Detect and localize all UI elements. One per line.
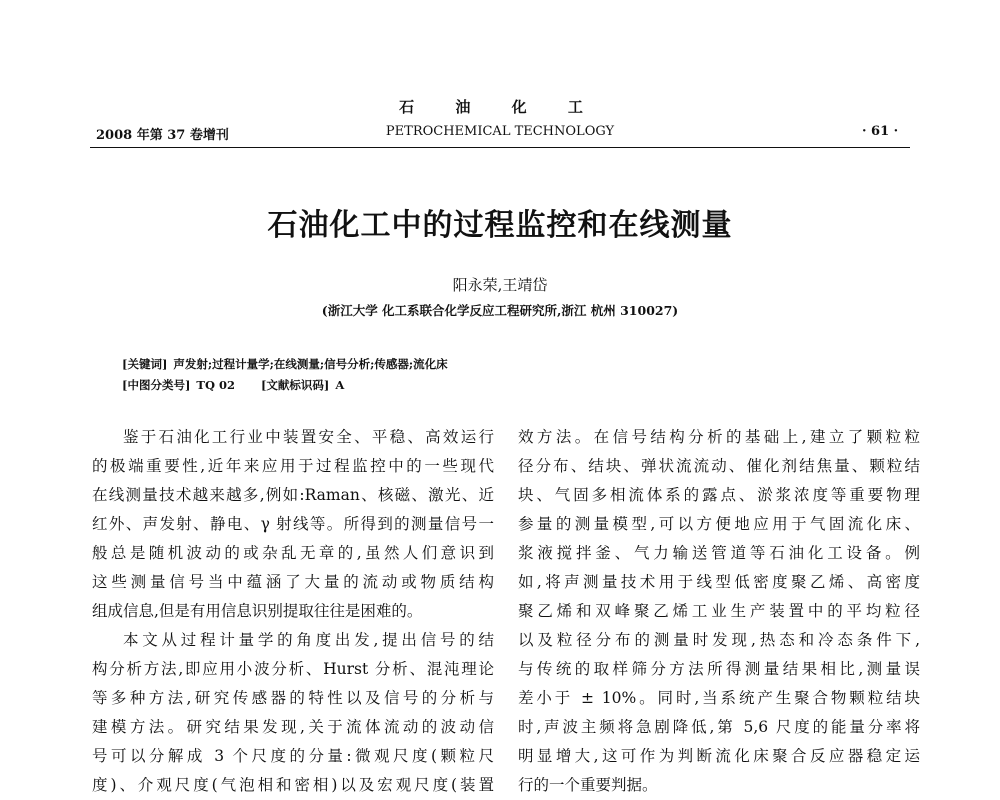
body-line: 浆液搅拌釜、气力输送管道等石油化工设备。例 xyxy=(518,544,920,562)
body-line: 度)、介观尺度(气泡相和密相)以及宏观尺度(装置 xyxy=(92,776,494,794)
body-line: 明显增大,这可作为判断流化床聚合反应器稳定运 xyxy=(518,747,920,765)
page-number: · 61 · xyxy=(862,124,899,139)
header-rule xyxy=(90,147,910,148)
body-line: 这些测量信号当中蕴涵了大量的流动或物质结构 xyxy=(92,573,494,591)
issue-info: 2008 年第 37 卷增刊 xyxy=(96,128,229,143)
keywords-line xyxy=(122,356,448,372)
journal-name-en: PETROCHEMICAL TECHNOLOGY xyxy=(385,124,615,139)
body-line: 红外、声发射、静电、γ 射线等。所得到的测量信号一 xyxy=(92,515,494,533)
article-title: 石油化工中的过程监控和在线测量 xyxy=(267,208,733,243)
body-line: 聚乙烯和双峰聚乙烯工业生产装置中的平均粒径 xyxy=(518,602,920,620)
body-line: 鉴于石油化工行业中装置安全、平稳、高效运行 xyxy=(123,428,494,446)
body-line: 径分布、结块、弹状流流动、催化剂结焦量、颗粒结 xyxy=(518,457,920,475)
doc-code-value: A xyxy=(335,378,345,392)
body-column-right xyxy=(518,423,920,800)
body-line: 构分析方法,即应用小波分析、Hurst 分析、混沌理论 xyxy=(92,660,494,678)
body-line: 组成信息,但是有用信息识别提取往往是困难的。 xyxy=(92,602,423,620)
body-line: 块、气固多相流体系的露点、淤浆浓度等重要物理 xyxy=(518,486,920,504)
classification-line xyxy=(122,377,344,393)
body-line: 与传统的取样筛分方法所得测量结果相比,测量误 xyxy=(518,660,920,678)
body-line: 号可以分解成 3 个尺度的分量:微观尺度(颗粒尺 xyxy=(92,747,494,765)
journal-name-cn: 石 油 化 工 xyxy=(399,98,601,116)
body-column-left xyxy=(92,423,494,800)
body-line: 效方法。在信号结构分析的基础上,建立了颗粒粒 xyxy=(518,428,920,446)
author-affiliation: (浙江大学 化工系联合化学反应工程研究所,浙江 杭州 310027) xyxy=(321,303,679,318)
body-line: 以及粒径分布的测量时发现,热态和冷态条件下, xyxy=(518,631,920,649)
body-line: 般总是随机波动的或杂乱无章的,虽然人们意识到 xyxy=(92,544,494,562)
body-line: 参量的测量模型,可以方便地应用于气固流化床、 xyxy=(518,515,920,533)
body-line: 在线测量技术越来越多,例如:Raman、核磁、激光、近 xyxy=(92,486,494,504)
body-line: 差小于 ± 10%。同时,当系统产生聚合物颗粒结块 xyxy=(518,689,920,707)
body-line: 时,声波主频将急剧降低,第 5,6 尺度的能量分率将 xyxy=(518,718,920,736)
body-line: 等多种方法,研究传感器的特性以及信号的分析与 xyxy=(92,689,494,707)
body-line: 本文从过程计量学的角度出发,提出信号的结 xyxy=(123,631,494,649)
body-line: 的极端重要性,近年来应用于过程监控中的一些现代 xyxy=(92,457,494,475)
keywords-value: 声发射;过程计量学;在线测量;信号分析;传感器;流化床 xyxy=(173,357,448,371)
class-value: TQ 02 xyxy=(196,378,235,392)
body-line: 如,将声测量技术用于线型低密度聚乙烯、高密度 xyxy=(518,573,920,591)
article-authors: 阳永荣,王靖岱 xyxy=(452,276,548,294)
doc-code-label: [文献标识码] xyxy=(260,378,330,392)
keywords-label: [关键词] xyxy=(122,357,168,371)
class-label: [中图分类号] xyxy=(122,378,191,392)
body-line: 建模方法。研究结果发现,关于流体流动的波动信 xyxy=(92,718,494,736)
body-line: 行的一个重要判据。 xyxy=(518,776,658,794)
